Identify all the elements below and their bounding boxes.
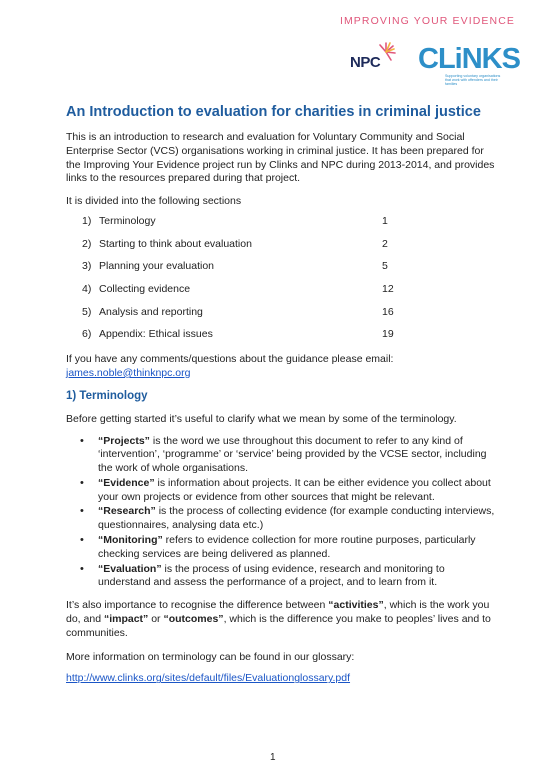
toc-item <box>66 328 496 351</box>
toc-page: 16 <box>382 305 394 318</box>
sections-intro: It is divided into the following sections <box>66 195 242 208</box>
section-heading-terminology: 1) Terminology <box>66 389 148 402</box>
text-run: It’s also importance to recognise the difference between <box>66 599 329 612</box>
term-impact: “impact” <box>103 613 149 626</box>
partner-logos <box>350 43 520 88</box>
toc-number: 3) <box>82 260 92 273</box>
list-item <box>98 477 496 505</box>
term: “Research” <box>98 505 156 518</box>
document-title: An Introduction to evaluation for charities in criminal justice <box>66 104 481 120</box>
toc-page: 1 <box>382 214 388 227</box>
list-item <box>98 534 496 562</box>
toc-title: Planning your evaluation <box>99 260 214 273</box>
toc-item <box>66 306 496 329</box>
text-run: , which is the work you do, and <box>66 599 490 626</box>
toc-number: 2) <box>82 237 92 250</box>
npc-logo: NPC <box>350 54 381 71</box>
toc-page: 5 <box>382 260 388 273</box>
text-run: or <box>148 613 164 626</box>
definition: is information about projects. It can be either evidence you collect about your own projects or evidence from other sources that might be relevant. <box>98 476 491 503</box>
toc-item <box>66 283 496 306</box>
main-content <box>66 104 496 684</box>
terminology-list <box>66 435 496 591</box>
term: “Evidence” <box>98 476 155 489</box>
toc-page: 19 <box>382 328 394 341</box>
contact-text: If you have any comments/questions about the guidance please email: <box>66 353 394 366</box>
glossary-paragraph <box>66 672 496 684</box>
table-of-contents <box>66 215 496 351</box>
toc-title: Collecting evidence <box>99 283 191 296</box>
text-run: , which is the difference you make to peoples’ lives and to communities. <box>66 613 491 639</box>
intro-paragraph: This is an introduction to research and evaluation for Voluntary Community and Social Enterprise Sector (VCS) organisations working in criminal justice. It has been prepared for the Improving Your Evidence project run by Clinks and NPC during 2013-2014, and provides links to the resources prepared during that project. <box>66 131 495 185</box>
toc-title: Starting to think about evaluation <box>99 237 252 250</box>
glossary-intro: More information on terminology can be found in our glossary: <box>66 650 355 663</box>
toc-number: 5) <box>82 305 92 318</box>
contact-email-link[interactable]: james.noble@thinknpc.org <box>66 366 191 379</box>
list-item <box>98 563 496 591</box>
list-item <box>98 435 496 476</box>
toc-number: 1) <box>82 214 92 227</box>
npc-star-icon <box>376 42 396 62</box>
term: “Evaluation” <box>98 562 162 575</box>
page-number: 1 <box>270 752 276 763</box>
glossary-link[interactable]: http://www.clinks.org/sites/default/files/Evaluationglossary.pdf <box>66 672 351 685</box>
toc-title: Appendix: Ethical issues <box>99 328 213 341</box>
header-tag: IMPROVING YOUR EVIDENCE <box>339 15 515 27</box>
definition: is the word we use throughout this document to refer to any kind of ‘intervention’, ‘programme’ or ‘service’ being provided by the VCSE sector, including the work of whole organisations. <box>98 434 487 475</box>
toc-title: Analysis and reporting <box>99 305 203 318</box>
toc-item <box>66 215 496 238</box>
toc-page: 2 <box>382 237 388 250</box>
definition: is the process of collecting evidence (for example conducting interviews, questionnaires, analysing data etc.) <box>98 505 495 532</box>
definition: is the process of using evidence, research and monitoring to understand and assess the performance of a project, and to learn from it. <box>98 562 445 589</box>
toc-number: 6) <box>82 328 92 341</box>
term: “Projects” <box>98 434 150 447</box>
term: “Monitoring” <box>98 534 163 547</box>
terminology-intro: Before getting started it’s useful to clarify what we mean by some of the terminology. <box>66 412 457 425</box>
toc-item <box>66 260 496 283</box>
toc-item <box>66 238 496 261</box>
list-item <box>98 505 496 533</box>
clinks-logo: CLiNKS <box>418 43 520 75</box>
toc-title: Terminology <box>99 214 156 227</box>
clinks-tagline: Supporting voluntary organisations that work with offenders and their families <box>445 74 501 86</box>
term-outcomes: “outcomes” <box>163 613 224 626</box>
contact-paragraph <box>66 353 496 381</box>
toc-number: 4) <box>82 283 92 296</box>
toc-page: 12 <box>382 283 394 296</box>
activities-paragraph <box>66 599 496 640</box>
term-activities: “activities” <box>328 599 384 612</box>
definition: refers to evidence collection for more routine purposes, particularly checking services are being delivered as planned. <box>98 534 476 560</box>
